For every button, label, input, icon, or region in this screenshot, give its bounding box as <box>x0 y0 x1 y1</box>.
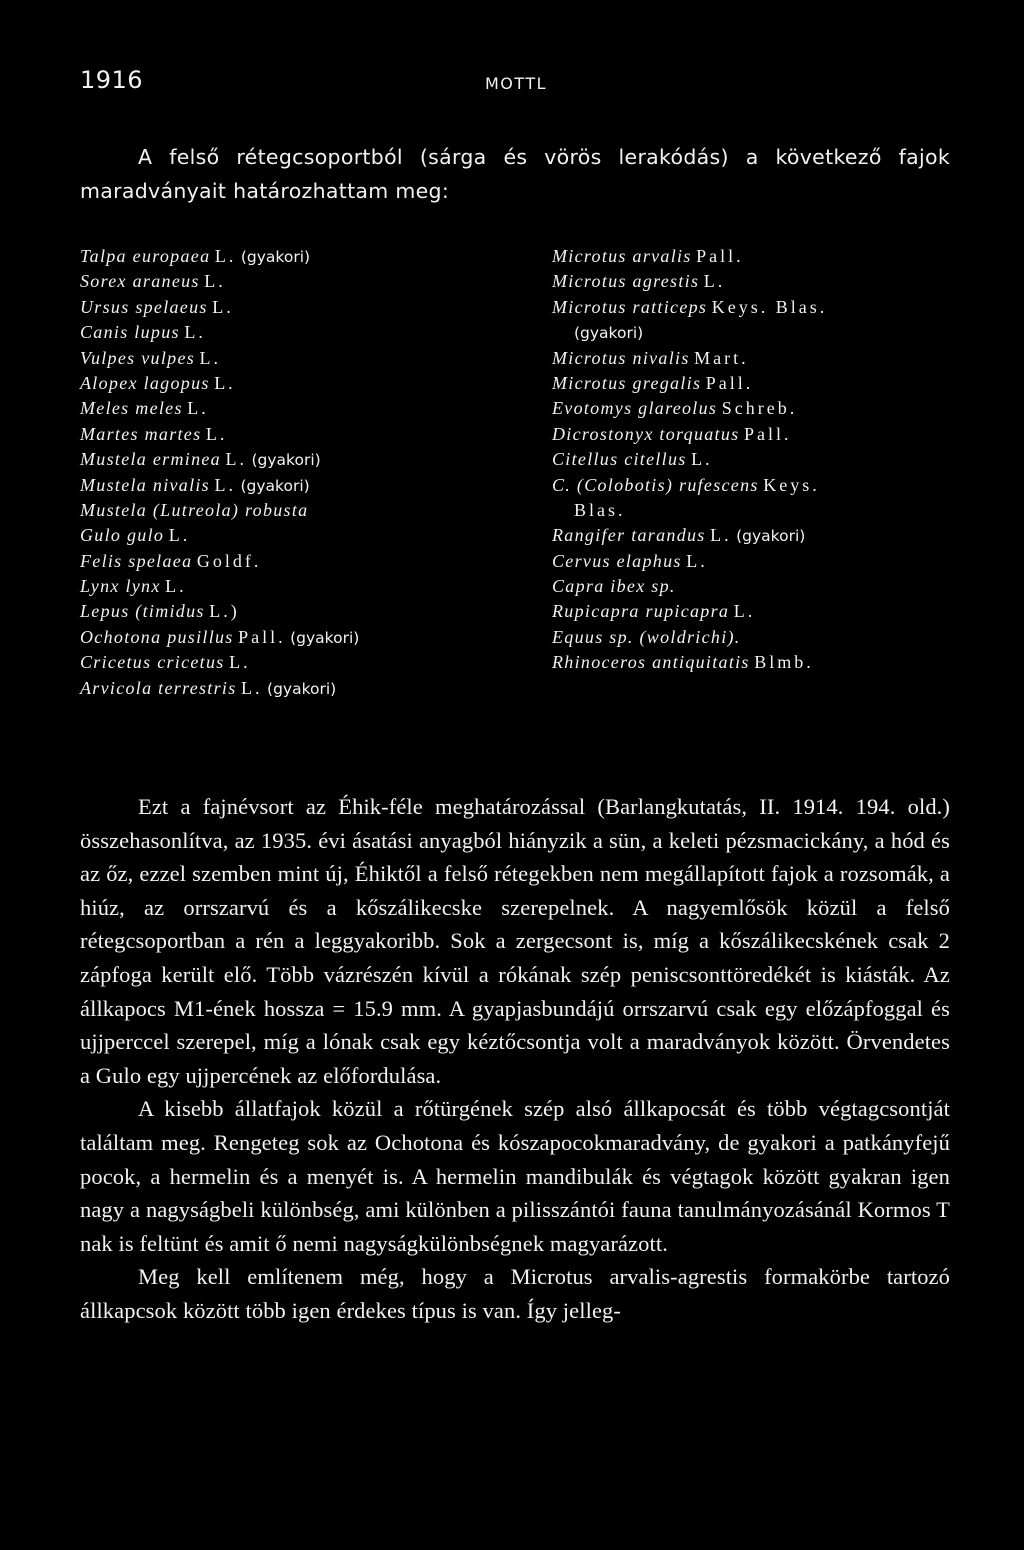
species-entry <box>80 422 359 447</box>
species-author: L. <box>703 271 726 292</box>
species-name: Cricetus cricetus <box>80 652 225 673</box>
species-author: L. <box>225 449 247 470</box>
species-entry <box>80 346 359 371</box>
species-name: Ochotona pusillus <box>80 626 234 647</box>
species-entry <box>552 269 827 294</box>
species-name: Mustela (Lutreola) robusta <box>80 499 309 520</box>
species-author: Pall. <box>705 372 754 393</box>
species-name: Dicrostonyx torquatus <box>552 423 740 444</box>
species-author: L. <box>710 525 732 546</box>
species-author: Pall. <box>238 626 286 647</box>
species-author: L. <box>214 372 236 393</box>
species-entry <box>80 244 359 269</box>
paragraph-2: A kisebb állatfajok közül a rőtürgének szép alsó állkapocsát és több végtagcsontját találtam meg. Rengeteg sok az Ochotona és kószapocokmaradvány, de gyakori a patkányfejű pocok, a hermelin és a menyét is. A hermelin mandibulák és végtagok között gyakran igen nagy a nagyságbeli különbség, ami különben a pilisszántói fauna tanulmányozásánál Kormos T nak is feltünt és amit ő nemi nagyságkülönbségnek magyarázott. <box>80 1096 950 1256</box>
species-author: L. <box>733 601 756 622</box>
species-name: Cervus elaphus <box>552 550 682 571</box>
species-name: Lepus (timidus <box>80 601 205 622</box>
page-header <box>80 66 950 106</box>
species-name: Meles meles <box>80 398 183 419</box>
species-entry <box>80 473 359 498</box>
species-author: Keys. Blas. <box>711 296 828 317</box>
species-name: Microtus agrestis <box>552 271 700 292</box>
species-name: Lynx lynx <box>80 576 161 597</box>
species-name: Martes martes <box>80 423 202 444</box>
species-author: L. <box>241 677 263 698</box>
species-author: L. <box>199 347 222 368</box>
species-name: Rhinoceros antiquitatis <box>552 652 750 673</box>
species-name: Rangifer tarandus <box>552 525 706 546</box>
page-number: 1916 <box>80 66 144 94</box>
species-entry <box>552 650 827 675</box>
species-entry <box>80 549 359 574</box>
species-entry <box>552 447 827 472</box>
species-author: L. <box>229 652 251 673</box>
species-author: Pall. <box>696 246 744 266</box>
species-author: L. <box>214 246 237 266</box>
species-author: L. <box>204 271 226 292</box>
species-name: Microtus arvalis <box>552 246 692 266</box>
species-name: Ursus spelaeus <box>80 296 208 317</box>
species-entry <box>80 269 359 294</box>
species-entry <box>80 599 359 624</box>
species-entry <box>80 295 359 320</box>
species-author: Blas. <box>574 499 626 520</box>
species-author: L. <box>187 398 209 419</box>
species-name: Vulpes vulpes <box>80 347 196 368</box>
species-name: C. (Colobotis) rufescens <box>552 474 759 495</box>
species-entry <box>552 320 827 345</box>
species-entry <box>552 473 827 498</box>
species-name: Microtus ratticeps <box>552 296 708 317</box>
species-author: Goldf. <box>196 550 262 571</box>
species-note: (gyakori) <box>267 679 337 698</box>
species-list-right <box>552 244 827 676</box>
species-author: Pall. <box>743 423 792 444</box>
species-author: L. <box>165 576 187 597</box>
species-author: Blmb. <box>754 652 814 673</box>
species-entry <box>552 574 827 599</box>
species-entry <box>552 523 827 548</box>
species-list-left <box>80 244 359 701</box>
species-author: Schreb. <box>721 398 798 419</box>
species-entry <box>80 523 359 548</box>
species-author: L. <box>205 423 228 444</box>
species-name: Gulo gulo <box>80 525 165 546</box>
species-name: Evotomys glareolus <box>552 398 718 419</box>
species-entry <box>552 396 827 421</box>
species-entry <box>80 371 359 396</box>
species-name: Rupicapra rupicapra <box>552 601 730 622</box>
species-note: (gyakori) <box>574 324 644 343</box>
species-note: (gyakori) <box>290 628 360 647</box>
species-name: Arvicola terrestris <box>80 677 237 698</box>
species-author: L. <box>168 525 191 546</box>
species-entry <box>552 599 827 624</box>
species-note: (gyakori) <box>251 451 321 470</box>
species-name: Felis spelaea <box>80 550 193 571</box>
species-author: L. <box>184 322 206 343</box>
species-entry <box>552 244 827 269</box>
species-entry <box>552 346 827 371</box>
species-entry <box>552 498 827 523</box>
species-entry <box>552 422 827 447</box>
species-name: Sorex araneus <box>80 271 200 292</box>
species-name: Equus sp. (woldrichi). <box>552 626 741 647</box>
species-note: (gyakori) <box>736 527 806 546</box>
species-entry <box>80 676 359 701</box>
species-entry <box>80 498 359 523</box>
species-author: Keys. <box>763 474 820 495</box>
species-name: Mustela erminea <box>80 449 221 470</box>
species-name: Alopex lagopus <box>80 372 210 393</box>
species-entry <box>80 320 359 345</box>
species-name: Citellus citellus <box>552 449 687 470</box>
species-name: Capra ibex sp. <box>552 576 676 597</box>
running-head: MOTTL <box>485 74 548 93</box>
species-author: L. <box>214 474 236 495</box>
species-note: (gyakori) <box>240 476 310 495</box>
species-entry <box>552 371 827 396</box>
paragraph-1: Ezt a fajnévsort az Éhik-féle meghatározással (Barlangkutatás, II. 1914. 194. old.) összehasonlítva, az 1935. évi ásatási anyagból hiányzik a sün, a keleti pézsmacickány, a hód és az őz, ezzel szemben mint új, Éhiktől a felső rétegekben nem megállapított fajok a rozsomák, a hiúz, az orrszarvú és a kőszálikecske szerepelnek. A nagyemlősök közül a felső rétegcsoportban a rén a leggyakoribb. Sok a zergecsont is, míg a kőszálikecskének csak 2 zápfoga került elő. Több vázrészén kívül a rókának szép peniscsonttöredékét is kiásták. Az állkapocs M1-ének hossza = 15.9 mm. A gyapjasbundájú orrszarvú csak egy előzápfoggal és ujjperccel szerepel, míg a lónak csak egy kéztőcsontja volt a maradványok között. Örvendetes a Gulo egy ujjpercének az előfordulása. <box>80 794 950 1088</box>
species-entry <box>80 650 359 675</box>
species-author: L.) <box>209 601 240 622</box>
species-entry <box>80 396 359 421</box>
intro-paragraph: A felső rétegcsoportból (sárga és vörös lerakódás) a következő fajok maradványait határozhattam meg: <box>80 145 950 203</box>
species-entry <box>552 625 827 650</box>
species-entry <box>552 549 827 574</box>
species-author: L. <box>686 550 708 571</box>
species-entry <box>80 574 359 599</box>
paragraph-3: Meg kell említenem még, hogy a Microtus arvalis-agrestis formakörbe tartozó állkapcsok között több igen érdekes típus is van. Így jelleg- <box>80 1264 950 1323</box>
species-author: L. <box>691 449 713 470</box>
species-note: (gyakori) <box>240 248 311 266</box>
species-entry <box>80 625 359 650</box>
species-name: Mustela nivalis <box>80 474 210 495</box>
species-name: Talpa europaea <box>80 246 211 266</box>
species-author: Mart. <box>694 347 749 368</box>
species-author: L. <box>212 296 234 317</box>
species-name: Microtus gregalis <box>552 372 702 393</box>
species-entry <box>80 447 359 472</box>
species-entry <box>552 295 827 320</box>
species-name: Canis lupus <box>80 322 180 343</box>
species-name: Microtus nivalis <box>552 347 690 368</box>
body-text <box>80 790 950 1328</box>
